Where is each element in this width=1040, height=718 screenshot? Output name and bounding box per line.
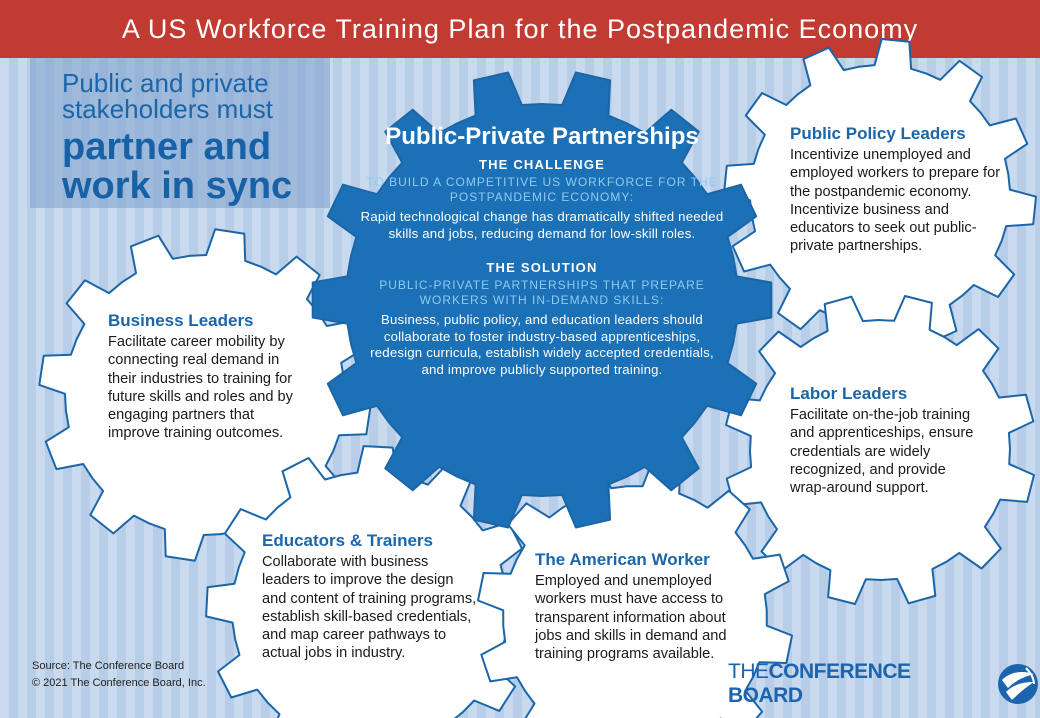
conference-board-logo <box>728 660 1040 708</box>
intro-line-1: Public and private stakeholders must <box>62 68 273 124</box>
educators-title: Educators & Trainers <box>262 531 434 550</box>
labor-leaders-block <box>790 384 978 497</box>
challenge-heading: THE CHALLENGE <box>478 157 606 172</box>
business-leaders-block <box>108 311 308 443</box>
solution-body: Business, public policy, and education leaders should collaborate to foster industry-based apprenticeships, redesign curricula, establish widely accepted credentials, and improve publicly supported training. <box>370 312 714 377</box>
copyright-line: © 2021 The Conference Board, Inc. <box>32 677 206 689</box>
solution-subtitle: PUBLIC-PRIVATE PARTNERSHIPS THAT PREPARE WORKERS WITH IN-DEMAND SKILLS: <box>379 278 705 307</box>
american-worker-block <box>535 550 743 663</box>
educators-block <box>262 531 478 663</box>
policy-leaders-block <box>790 124 1006 256</box>
center-gear-content <box>358 125 726 378</box>
globe-icon <box>996 662 1040 706</box>
challenge-subtitle: TO BUILD A COMPETITIVE US WORKFORCE FOR THE POSTPANDEMIC ECONOMY: <box>366 175 718 204</box>
educators-text: Collaborate with business leaders to improve the design and content of training programs, establish skill-based credentials, and map career pathways to actual jobs in industry. <box>262 554 477 662</box>
source-line: Source: The Conference Board <box>32 660 185 672</box>
page-title: A US Workforce Training Plan for the Postpandemic Economy <box>121 13 919 44</box>
logo-name: CONFERENCE BOARD <box>728 660 911 707</box>
source-note <box>32 658 206 692</box>
policy-leaders-text: Incentivize unemployed and employed workers to prepare for the postpandemic economy. Incentivize business and educators to seek out public-private partnerships. <box>790 147 1001 255</box>
logo-prefix: THE <box>728 660 769 683</box>
challenge-body: Rapid technological change has dramatically shifted needed skills and jobs, reducing demand for low-skill roles. <box>360 209 724 241</box>
solution-heading: THE SOLUTION <box>486 260 598 275</box>
american-worker-title: The American Worker <box>535 550 710 569</box>
american-worker-text: Employed and unemployed workers must have access to transparent information about jobs and skills in demand and training programs available. <box>535 573 727 663</box>
policy-leaders-title: Public Policy Leaders <box>790 124 966 143</box>
logo-text <box>728 660 990 708</box>
labor-leaders-title: Labor Leaders <box>790 384 908 403</box>
intro-line-2: partner and work in sync <box>62 126 293 207</box>
business-leaders-title: Business Leaders <box>108 311 254 330</box>
labor-leaders-text: Facilitate on-the-job training and apprenticeships, ensure credentials are widely recognized, and provide wrap-around support. <box>790 407 974 497</box>
center-title: Public-Private Partnerships <box>385 123 699 150</box>
business-leaders-text: Facilitate career mobility by connecting real demand in their industries to training for future skills and roles and by engaging partners that improve training outcomes. <box>108 334 293 442</box>
